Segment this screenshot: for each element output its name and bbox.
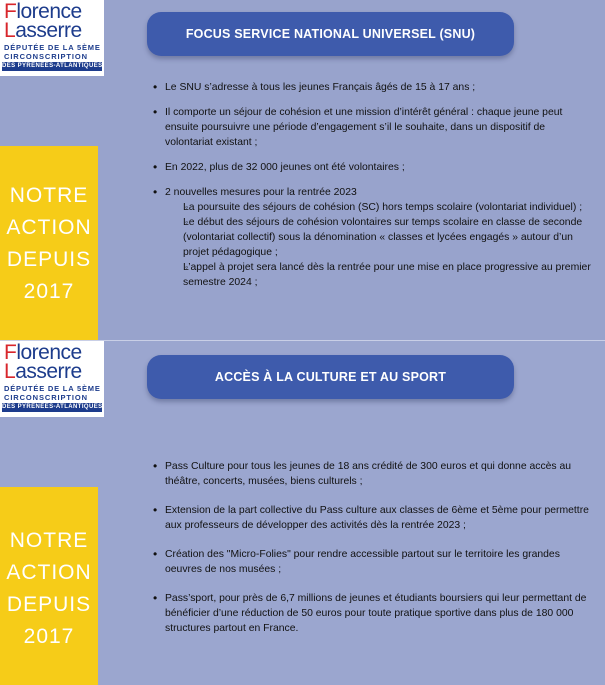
- culture-list: [151, 459, 591, 636]
- logo-name-first: Florence: [4, 0, 82, 23]
- list-item-text: 2 nouvelles mesures pour la rentrée 2023: [165, 187, 357, 198]
- side-label-block: [0, 487, 98, 685]
- sub-list-item: ◦ L’appel à projet sera lancé dès la rentrée pour une mise en place progressive au premier semestre 2024 ;: [165, 260, 591, 290]
- logo-title-line1: DÉPUTÉE DE LA 5ÈME: [4, 384, 101, 393]
- side-label-block: [0, 146, 98, 340]
- side-label-word: 2017: [23, 625, 75, 648]
- list-item: • Il comporte un séjour de cohésion et une mission d’intérêt général : chaque jeune peut ensuite poursuivre une période d’engagement s’il le souhaite, dans un dispositif de volontariat existant ;: [151, 105, 591, 150]
- side-label-word: NOTRE: [9, 529, 89, 552]
- list-item: • Pass’sport, pour près de 6,7 millions de jeunes et étudiants boursiers qui leur permettant de bénéficier d’une réduction de 50 euros pour toute pratique sportive dans plus de 180 000 structures partout en France.: [151, 591, 591, 636]
- section-title: FOCUS SERVICE NATIONAL UNIVERSEL (SNU): [147, 12, 514, 56]
- logo: [0, 0, 104, 76]
- side-label-word: DEPUIS: [6, 593, 92, 616]
- sub-list: [165, 200, 591, 290]
- snu-list: [151, 80, 591, 290]
- sub-list-item: ◦ Le début des séjours de cohésion volontaires sur temps scolaire en classe de seconde (volontariat collectif) sous la dénomination « classes et lycées engagés » autour d’un projet pédagogique ;: [165, 215, 591, 260]
- side-label-word: ACTION: [6, 216, 92, 239]
- logo-name-last: Lasserre: [4, 19, 82, 42]
- list-item: • En 2022, plus de 32 000 jeunes ont été volontaires ;: [151, 160, 591, 175]
- side-label-word: 2017: [23, 280, 75, 303]
- side-label-word: ACTION: [6, 561, 92, 584]
- list-item: • Pass Culture pour tous les jeunes de 18 ans crédité de 300 euros et qui donne accès au théâtre, concerts, musées, biens culturels ;: [151, 459, 591, 489]
- list-item: • Le SNU s’adresse à tous les jeunes Français âgés de 15 à 17 ans ;: [151, 80, 591, 95]
- logo-title-line1: DÉPUTÉE DE LA 5ÈME: [4, 43, 101, 52]
- list-item: • Extension de la part collective du Pass culture aux classes de 6ème et 5ème pour permettre aux professeurs de développer des activités dès la rentrée 2023 ;: [151, 503, 591, 533]
- logo-name-last: Lasserre: [4, 360, 82, 383]
- logo-title-line2: CIRCONSCRIPTION: [4, 52, 88, 61]
- sub-list-item: ◦ La poursuite des séjours de cohésion (SC) hors temps scolaire (volontariat individuel) ;: [165, 200, 591, 215]
- logo: [0, 341, 104, 417]
- list-item: • Création des "Micro-Folies" pour rendre accessible partout sur le territoire les grandes oeuvres de nos musées ;: [151, 547, 591, 577]
- snu-panel: [0, 0, 605, 340]
- logo-title-line2: CIRCONSCRIPTION: [4, 393, 88, 402]
- side-label-word: DEPUIS: [6, 248, 92, 271]
- section-title: ACCÈS À LA CULTURE ET AU SPORT: [147, 355, 514, 399]
- culture-sport-panel: [0, 341, 605, 685]
- list-item: [151, 185, 591, 290]
- side-label-word: NOTRE: [9, 184, 89, 207]
- logo-title-line3: DES PYRÉNÉES-ATLANTIQUES: [2, 404, 103, 410]
- logo-title-line3: DES PYRÉNÉES-ATLANTIQUES: [2, 63, 103, 69]
- logo-name-first: Florence: [4, 341, 82, 364]
